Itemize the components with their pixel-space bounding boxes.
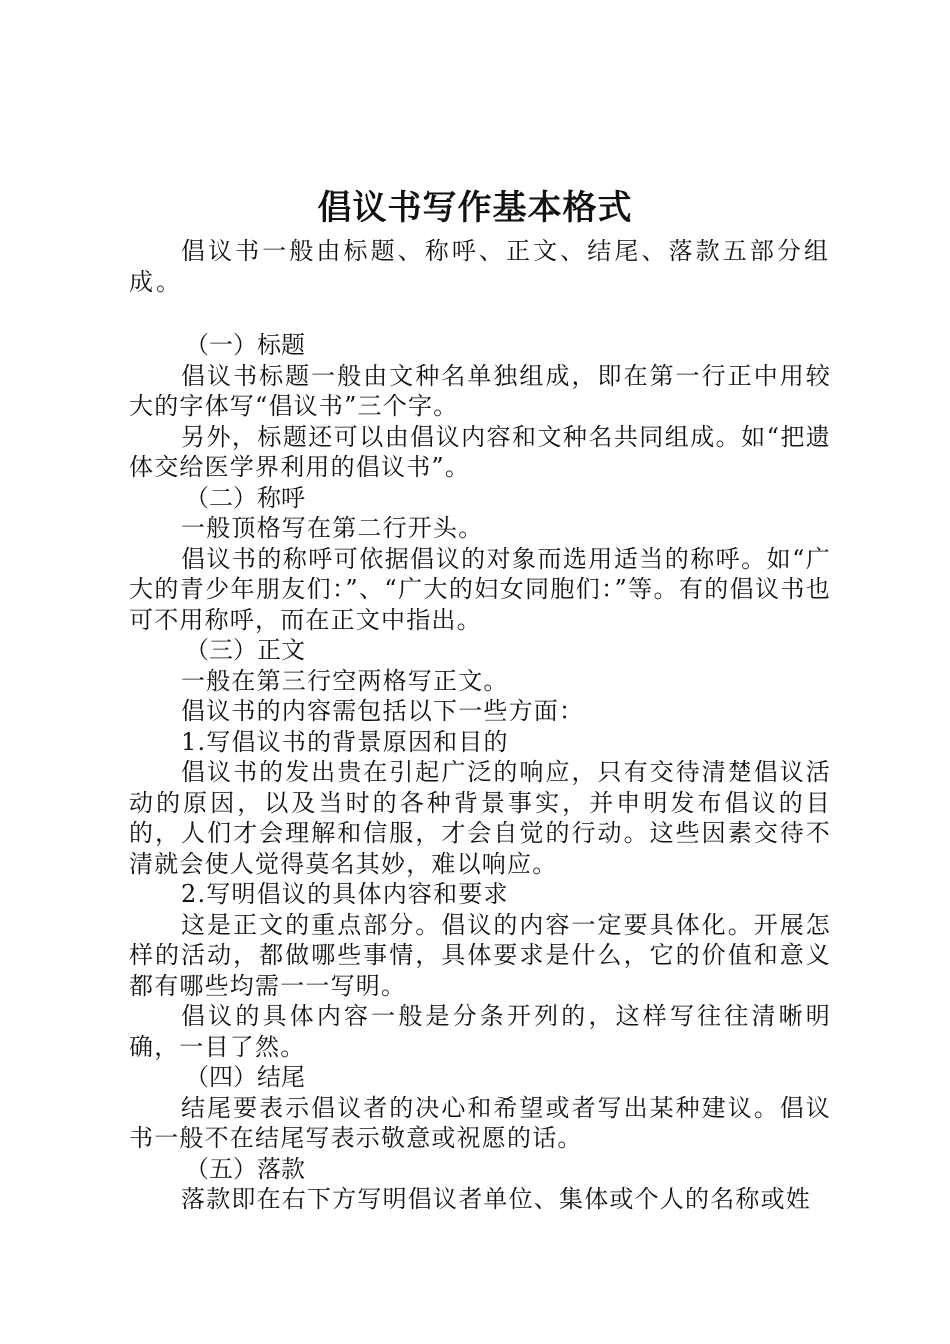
- section-heading-signature: （五）落款: [185, 1154, 305, 1183]
- subheading: 1.写倡议书的背景原因和目的: [181, 727, 509, 756]
- document-title: 倡议书写作基本格式: [317, 188, 633, 228]
- paragraph: 倡议书标题一般由文种名单独组成，即在第一行正中用较大的字体写“倡议书”三个字。: [129, 361, 831, 420]
- section-heading-body: （三）正文: [185, 636, 305, 664]
- paragraph: 倡议书的发出贵在引起广泛的响应，只有交待清楚倡议活动的原因，以及当时的各种背景事实，并申明发布倡议的目的，人们才会理解和信服，才会自觉的行动。这些因素交待不清就会使人觉得莫名其妙，难以响应。: [129, 758, 831, 878]
- paragraph: 倡议的具体内容一般是分条开列的，这样写往往清晰明确，一目了然。: [129, 1002, 831, 1061]
- document-body: [129, 236, 831, 1215]
- paragraph: 倡议书的称呼可依据倡议的对象而选用适当的称呼。如“广大的青少年朋友们：”、“广大的妇女同胞们：”等。有的倡议书也可不用称呼，而在正文中指出。: [129, 544, 831, 634]
- section-heading-salutation: （二）称呼: [185, 483, 305, 512]
- paragraph-gap: [129, 297, 831, 330]
- subheading: 2.写明倡议的具体内容和要求: [181, 880, 509, 908]
- paragraph: 这是正文的重点部分。倡议的内容一定要具体化。开展怎样的活动，都做哪些事情，具体要求是什么，它的价值和意义都有哪些均需一一写明。: [129, 910, 831, 1000]
- paragraph: 结尾要表示倡议者的决心和希望或者写出某种建议。倡议书一般不在结尾写表示敬意或祝愿的话。: [129, 1093, 831, 1152]
- intro-paragraph: 倡议书一般由标题、称呼、正文、结尾、落款五部分组成。: [129, 237, 831, 296]
- paragraph: 一般在第三行空两格写正文。: [181, 666, 509, 695]
- section-heading-ending: （四）结尾: [185, 1063, 305, 1091]
- paragraph: 倡议书的内容需包括以下一些方面：: [181, 697, 585, 725]
- paragraph: 落款即在右下方写明倡议者单位、集体或个人的名称或姓: [181, 1185, 811, 1213]
- paragraph: 一般顶格写在第二行开头。: [181, 514, 484, 542]
- section-heading-title: （一）标题: [185, 331, 305, 359]
- paragraph: 另外，标题还可以由倡议内容和文种名共同组成。如“把遗体交给医学界利用的倡议书”。: [129, 422, 831, 481]
